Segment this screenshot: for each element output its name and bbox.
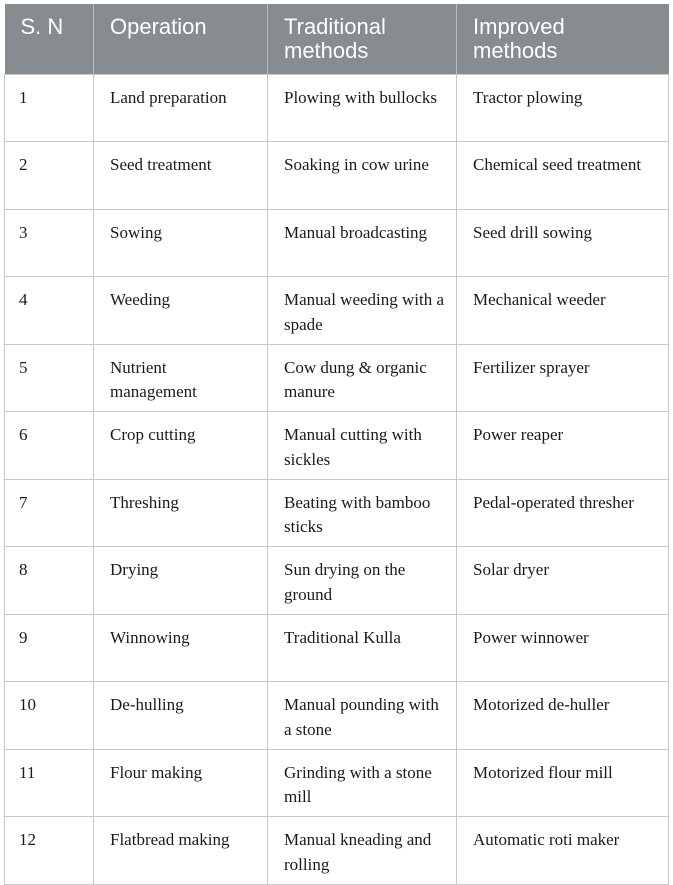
cell-serial-number: 1 <box>5 74 94 142</box>
cell-operation: Drying <box>94 547 268 615</box>
table-row <box>5 412 669 480</box>
cell-improved-method: Power reaper <box>457 412 669 480</box>
cell-improved-method: Tractor plowing <box>457 74 669 142</box>
cell-traditional-method: Manual broadcasting <box>268 209 457 277</box>
cell-traditional-method: Soaking in cow urine <box>268 142 457 210</box>
cell-traditional-method: Manual pounding with a stone <box>268 682 457 750</box>
cell-operation: Flatbread making <box>94 817 268 885</box>
cell-improved-method: Fertilizer sprayer <box>457 344 669 412</box>
cell-serial-number: 11 <box>5 749 94 817</box>
table-row <box>5 749 669 817</box>
cell-traditional-method: Manual kneading and rolling <box>268 817 457 885</box>
table-row <box>5 344 669 412</box>
table-row <box>5 817 669 885</box>
cell-operation: Nutrient management <box>94 344 268 412</box>
cell-serial-number: 4 <box>5 277 94 345</box>
cell-serial-number: 2 <box>5 142 94 210</box>
cell-improved-method: Pedal-operated thresher <box>457 479 669 547</box>
cell-serial-number: 10 <box>5 682 94 750</box>
cell-improved-method: Automatic roti maker <box>457 817 669 885</box>
cell-serial-number: 6 <box>5 412 94 480</box>
cell-serial-number: 3 <box>5 209 94 277</box>
table-header <box>5 4 669 74</box>
cell-operation: Crop cutting <box>94 412 268 480</box>
cell-traditional-method: Sun drying on the ground <box>268 547 457 615</box>
cell-serial-number: 7 <box>5 479 94 547</box>
table-row <box>5 142 669 210</box>
cell-operation: Land preparation <box>94 74 268 142</box>
cell-improved-method: Mechanical weeder <box>457 277 669 345</box>
table-row <box>5 277 669 345</box>
cell-traditional-method: Manual weeding with a spade <box>268 277 457 345</box>
table-row <box>5 547 669 615</box>
methods-comparison-table <box>4 4 669 885</box>
cell-serial-number: 12 <box>5 817 94 885</box>
cell-improved-method: Motorized flour mill <box>457 749 669 817</box>
header-traditional-methods: Traditional methods <box>268 4 457 74</box>
table-row <box>5 479 669 547</box>
table-row <box>5 209 669 277</box>
cell-improved-method: Motorized de-huller <box>457 682 669 750</box>
table-row <box>5 74 669 142</box>
table-row <box>5 614 669 682</box>
cell-operation: Seed treatment <box>94 142 268 210</box>
cell-improved-method: Power winnower <box>457 614 669 682</box>
cell-improved-method: Chemical seed treatment <box>457 142 669 210</box>
header-improved-methods: Improved methods <box>457 4 669 74</box>
cell-serial-number: 8 <box>5 547 94 615</box>
cell-operation: Weeding <box>94 277 268 345</box>
cell-operation: Sowing <box>94 209 268 277</box>
cell-traditional-method: Beating with bamboo sticks <box>268 479 457 547</box>
cell-serial-number: 9 <box>5 614 94 682</box>
header-row <box>5 4 669 74</box>
cell-operation: Threshing <box>94 479 268 547</box>
cell-traditional-method: Cow dung & organic manure <box>268 344 457 412</box>
header-serial-number: S. N <box>5 4 94 74</box>
table-body <box>5 74 669 884</box>
cell-operation: De-hulling <box>94 682 268 750</box>
cell-traditional-method: Grinding with a stone mill <box>268 749 457 817</box>
table-row <box>5 682 669 750</box>
cell-improved-method: Solar dryer <box>457 547 669 615</box>
cell-serial-number: 5 <box>5 344 94 412</box>
cell-traditional-method: Manual cutting with sickles <box>268 412 457 480</box>
cell-improved-method: Seed drill sowing <box>457 209 669 277</box>
header-operation: Operation <box>94 4 268 74</box>
cell-traditional-method: Plowing with bullocks <box>268 74 457 142</box>
cell-operation: Flour making <box>94 749 268 817</box>
cell-traditional-method: Traditional Kulla <box>268 614 457 682</box>
cell-operation: Winnowing <box>94 614 268 682</box>
